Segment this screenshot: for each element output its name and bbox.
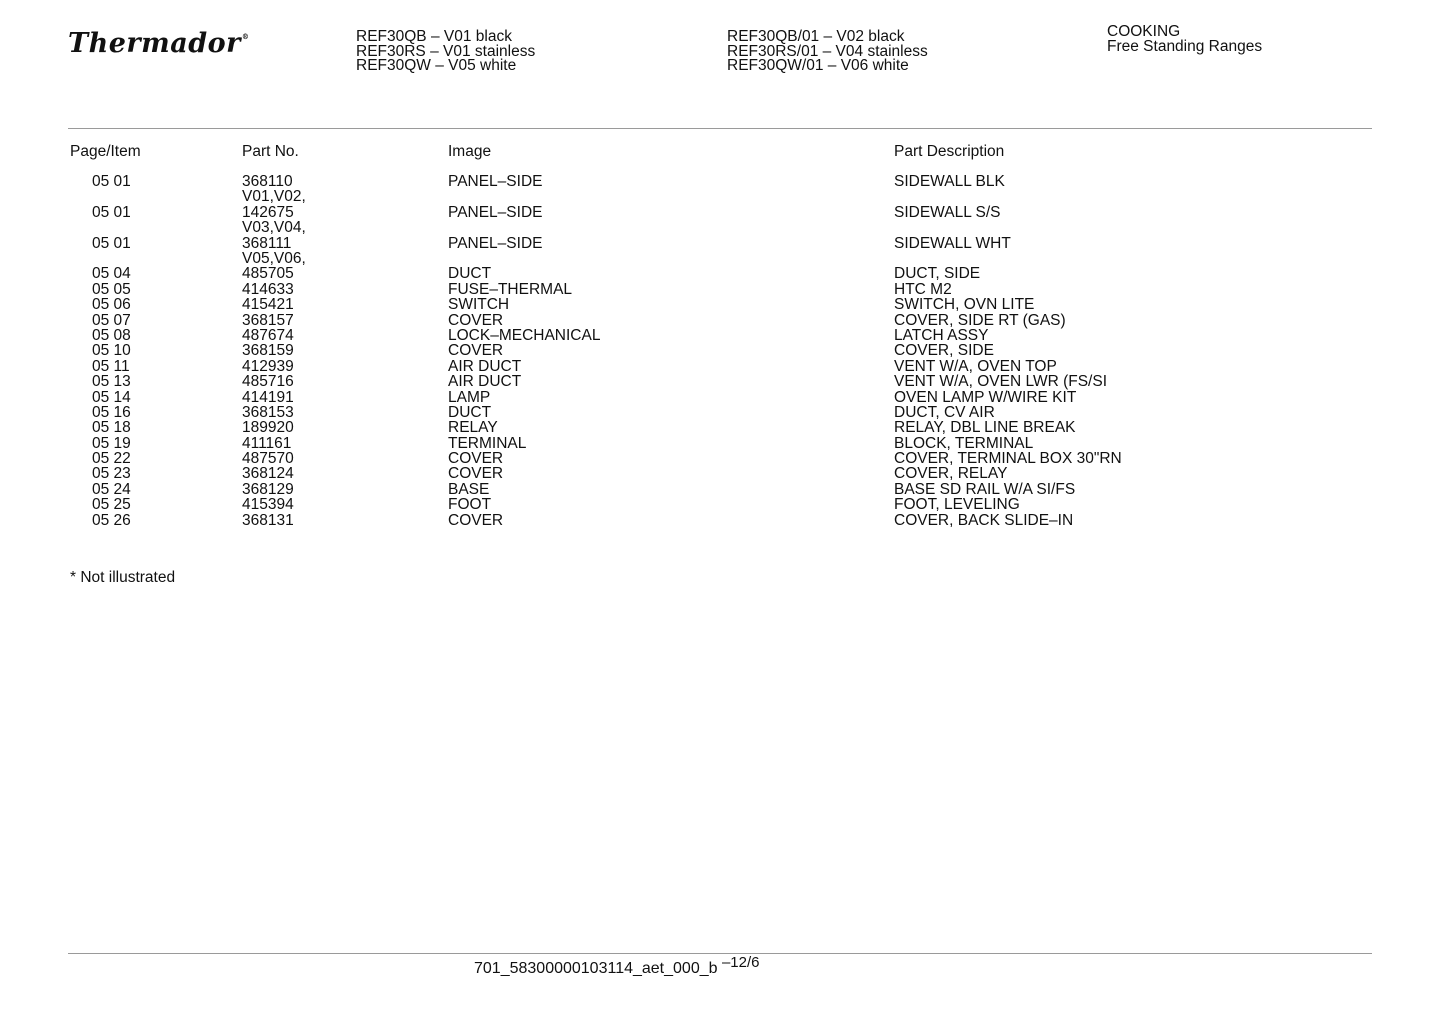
cell-description: BLOCK, TERMINAL: [894, 434, 1034, 452]
table-row: [0, 374, 1442, 389]
table-row: [0, 466, 1442, 481]
cell-description: DUCT, SIDE: [894, 265, 981, 283]
table-row: [0, 359, 1442, 374]
cell-image: RELAY: [448, 419, 498, 437]
cell-description: VENT W/A, OVEN TOP: [894, 357, 1057, 375]
column-header-part-no: Part No.: [242, 143, 299, 160]
cell-part-no: 411161: [242, 434, 292, 452]
cell-page-item: 05 01: [92, 234, 131, 252]
table-row: [0, 297, 1442, 312]
cell-page-item: 05 01: [92, 203, 131, 221]
cell-image: COVER: [448, 311, 504, 329]
cell-part-no: 485716: [242, 373, 294, 391]
cell-description: SWITCH, OVN LITE: [894, 296, 1035, 314]
table-row: [0, 313, 1442, 328]
model-list-secondary: [727, 30, 928, 74]
column-header-image: Image: [448, 143, 492, 160]
cell-part-no: 485705: [242, 265, 294, 283]
cell-image: AIR DUCT: [448, 357, 522, 375]
table-row: [0, 451, 1442, 466]
model-line: REF30QW – V05 white: [356, 57, 517, 75]
cell-description: COVER, RELAY: [894, 465, 1008, 483]
column-header-description: Part Description: [894, 143, 1005, 160]
cell-image: PANEL–SIDE: [448, 234, 543, 252]
model-line: REF30RS – V01 stainless: [356, 42, 536, 60]
category-subtitle: Free Standing Ranges: [1107, 37, 1263, 55]
table-row: [0, 497, 1442, 512]
model-line: REF30RS/01 – V04 stainless: [727, 42, 928, 60]
page-number: –12/6: [721, 954, 760, 971]
cell-image: COVER: [448, 465, 504, 483]
cell-description: DUCT, CV AIR: [894, 403, 995, 421]
cell-part-no: 142675: [242, 203, 294, 221]
table-row: [0, 343, 1442, 358]
cell-image: LAMP: [448, 388, 491, 406]
cell-image: SWITCH: [448, 296, 510, 314]
cell-page-item: 05 10: [92, 342, 131, 360]
cell-part-no: 412939: [242, 357, 294, 375]
cell-description: COVER, BACK SLIDE–IN: [894, 511, 1074, 529]
cell-image: TERMINAL: [448, 434, 527, 452]
cell-part-no: 414191: [242, 388, 294, 406]
table-row: [0, 482, 1442, 497]
table-row: [0, 513, 1442, 528]
cell-variant-note: V05,V06,: [242, 249, 306, 267]
cell-page-item: 05 23: [92, 465, 131, 483]
cell-page-item: 05 11: [92, 357, 130, 375]
cell-image: COVER: [448, 450, 504, 468]
table-row: [0, 405, 1442, 420]
table-row: [0, 236, 1442, 267]
cell-description: COVER, SIDE RT (GAS): [894, 311, 1066, 329]
table-row: [0, 436, 1442, 451]
column-header-page-item: Page/Item: [70, 143, 141, 160]
cell-page-item: 05 22: [92, 450, 131, 468]
header-divider: [68, 128, 1372, 129]
cell-description: COVER, TERMINAL BOX 30"RN: [894, 450, 1122, 468]
cell-image: DUCT: [448, 403, 492, 421]
cell-part-no: 368159: [242, 342, 294, 360]
cell-part-no: 368110: [242, 173, 293, 190]
cell-page-item: 05 25: [92, 496, 131, 514]
parts-table: [0, 174, 1442, 528]
cell-part-no: 487570: [242, 450, 294, 468]
cell-part-no: 189920: [242, 419, 294, 437]
cell-part-no: 368157: [242, 311, 294, 329]
cell-description: FOOT, LEVELING: [894, 496, 1020, 514]
cell-description: OVEN LAMP W/WIRE KIT: [894, 388, 1077, 406]
page-footer: [474, 954, 760, 978]
cell-image: COVER: [448, 342, 504, 360]
cell-page-item: 05 06: [92, 296, 131, 314]
cell-part-no: 368129: [242, 480, 294, 498]
table-row: [0, 420, 1442, 435]
cell-part-no: 368124: [242, 465, 294, 483]
cell-description: SIDEWALL WHT: [894, 234, 1011, 252]
table-row: [0, 390, 1442, 405]
table-row: [0, 266, 1442, 281]
cell-page-item: 05 19: [92, 434, 131, 452]
model-list-primary: [356, 30, 535, 74]
cell-image: AIR DUCT: [448, 373, 522, 391]
cell-image: PANEL–SIDE: [448, 203, 543, 221]
table-row: [0, 282, 1442, 297]
cell-variant-note: V03,V04,: [242, 219, 306, 237]
cell-image: FUSE–THERMAL: [448, 280, 573, 298]
cell-page-item: 05 04: [92, 265, 131, 283]
cell-part-no: 415394: [242, 496, 294, 514]
cell-image: LOCK–MECHANICAL: [448, 326, 601, 344]
cell-description: RELAY, DBL LINE BREAK: [894, 419, 1076, 437]
cell-image: DUCT: [448, 265, 492, 283]
cell-description: HTC M2: [894, 280, 952, 298]
cell-image: BASE: [448, 480, 490, 498]
cell-page-item: 05 13: [92, 373, 131, 391]
table-row: [0, 328, 1442, 343]
table-row: [0, 205, 1442, 236]
cell-page-item: 05 24: [92, 480, 131, 498]
cell-page-item: 05 05: [92, 280, 131, 298]
category-title: COOKING: [1107, 23, 1181, 40]
cell-variant-note: V01,V02,: [242, 188, 306, 206]
cell-description: VENT W/A, OVEN LWR (FS/SI: [894, 373, 1108, 391]
cell-part-no: 415421: [242, 296, 294, 314]
table-row: [0, 174, 1442, 205]
cell-part-no: 368111: [242, 234, 292, 252]
cell-page-item: 05 16: [92, 403, 131, 421]
cell-page-item: 05 01: [92, 173, 131, 190]
cell-page-item: 05 18: [92, 419, 131, 437]
cell-page-item: 05 07: [92, 311, 131, 329]
category-block: [1107, 25, 1262, 54]
cell-page-item: 05 14: [92, 388, 131, 406]
footnote: * Not illustrated: [70, 569, 176, 586]
cell-part-no: 414633: [242, 280, 294, 298]
cell-part-no: 487674: [242, 326, 294, 344]
brand-name: Thermador: [68, 28, 241, 59]
cell-description: SIDEWALL S/S: [894, 203, 1001, 221]
cell-image: COVER: [448, 511, 504, 529]
model-line: REF30QW/01 – V06 white: [727, 57, 909, 75]
cell-description: COVER, SIDE: [894, 342, 994, 360]
cell-image: FOOT: [448, 496, 492, 514]
cell-description: BASE SD RAIL W/A SI/FS: [894, 480, 1076, 498]
cell-description: LATCH ASSY: [894, 326, 989, 344]
cell-image: PANEL–SIDE: [448, 173, 543, 190]
cell-part-no: 368131: [242, 511, 294, 529]
document-id: 701_58300000103114_aet_000_b: [474, 960, 718, 977]
cell-part-no: 368153: [242, 403, 294, 421]
footer-divider: [68, 953, 1372, 954]
model-line: REF30QB/01 – V02 black: [727, 28, 905, 45]
cell-page-item: 05 08: [92, 326, 131, 344]
cell-description: SIDEWALL BLK: [894, 173, 1005, 190]
trademark-symbol: ®: [241, 32, 250, 41]
cell-page-item: 05 26: [92, 511, 131, 529]
brand-logo: [68, 28, 248, 59]
model-line: REF30QB – V01 black: [356, 28, 512, 45]
